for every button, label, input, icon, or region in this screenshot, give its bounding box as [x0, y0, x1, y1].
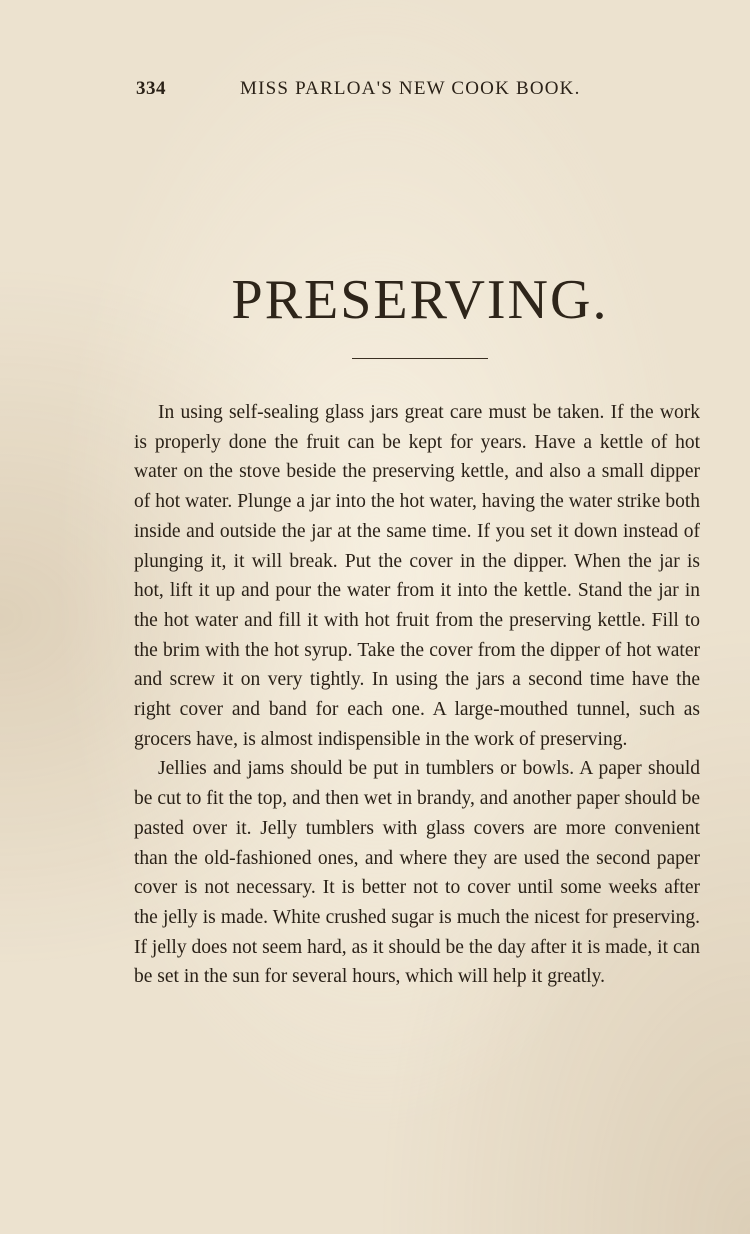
running-head — [136, 78, 606, 106]
paragraph-jellies: Jellies and jams should be put in tumblers or bowls. A paper should be cut to fit the top, and then wet in brandy, and another paper should be pasted over it. Jelly tumblers with glass covers are more convenient than the old-fashioned ones, and where they are used the second paper cover is not necessary. It is better not to cover until some weeks after the jelly is made. White crushed sugar is much the nicest for preserving. If jelly does not seem hard, as it should be the day after it is made, it can be set in the sun for several hours, which will help it greatly. — [134, 758, 700, 988]
page-number: 334 — [136, 78, 166, 99]
body-text — [134, 398, 700, 992]
book-title: MISS PARLOA'S NEW COOK BOOK. — [240, 78, 581, 99]
chapter-title: PRESERVING. — [231, 269, 609, 331]
paragraph-jars: In using self-sealing glass jars great care must be taken. If the work is properly done the fruit can be kept for years. Have a kettle of hot water on the stove beside the preserving kettle, and also a small dipper of hot water. Plunge a jar into the hot water, having the water strike both inside and outside the jar at the same time. If you set it down instead of plunging it, it will break. Put the cover in the dipper. When the jar is hot, lift it up and pour the water from it into the kettle. Stand the jar in the hot water and fill it with hot fruit from the preserving kettle. Fill to the brim with the hot syrup. Take the cover from the dipper of hot water and screw it on very tightly. In using the jars a second time have the right cover and band for each one. A large-mouthed tunnel, such as grocers have, is almost indispensible in the work of preserving. — [134, 402, 700, 750]
title-divider — [352, 358, 488, 359]
